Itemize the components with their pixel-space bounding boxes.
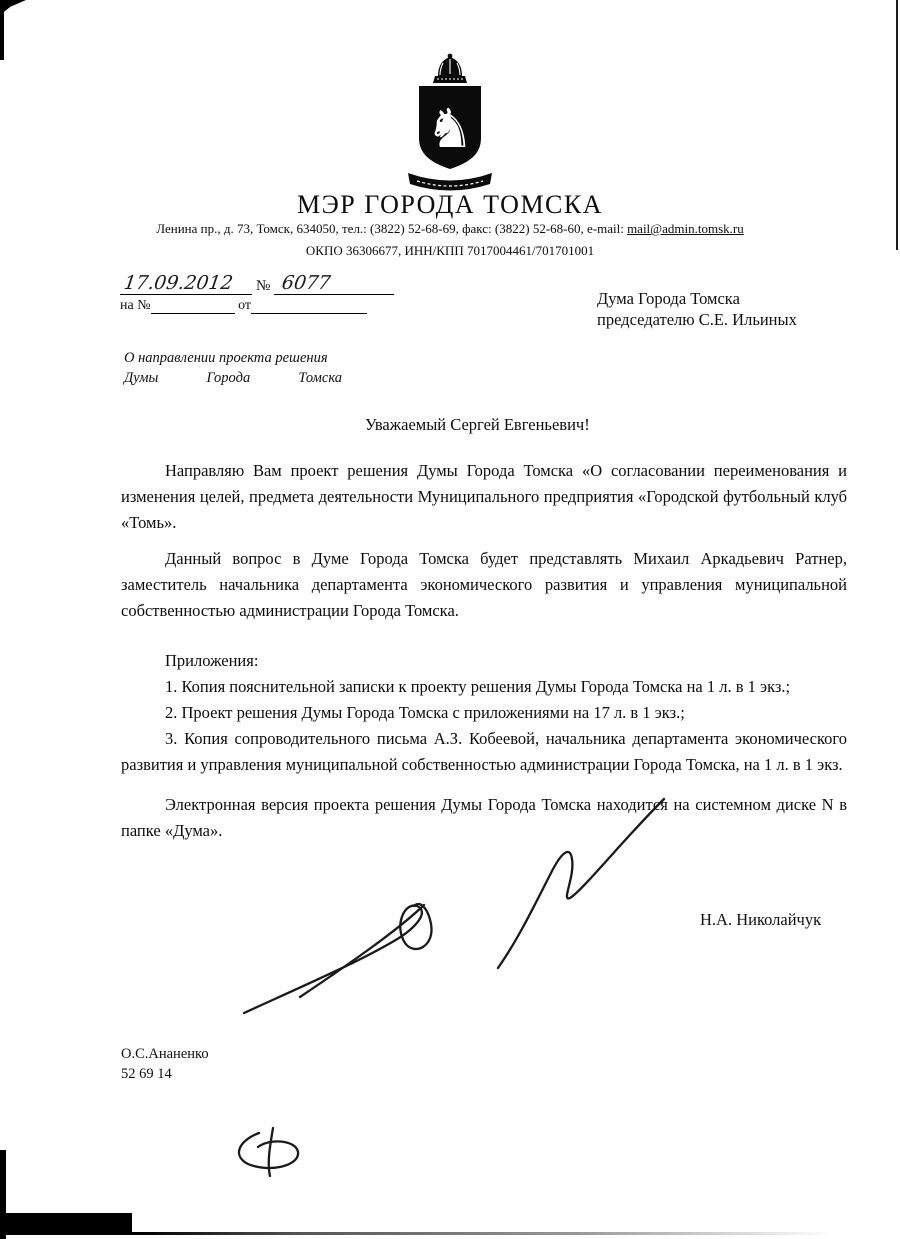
bottom-signature-stroke	[239, 1128, 298, 1176]
motto-ribbon-icon	[408, 173, 492, 191]
tomsk-coat-of-arms	[402, 52, 498, 192]
executor-phone: 52 69 14	[121, 1066, 172, 1082]
ref-number-sign: №	[256, 278, 271, 294]
scan-artifact-bottom-line	[0, 1232, 830, 1235]
address-text: Ленина пр., д. 73, Томск, 634050, тел.: (3822) 52-68-69, факс: (3822) 52-68-60, e-mail:	[156, 221, 628, 236]
letter-body	[121, 412, 847, 844]
paragraph-2: Данный вопрос в Думе Города Томска будет представлять Михаил Аркадьевич Ратнер, заместитель начальника департамента экономического развития и управления муниципальной собственностью администрации Города Томска.	[121, 549, 847, 620]
subject-line-2: Думы Города Томска	[124, 370, 342, 386]
attachment-item-2: 2. Проект решения Думы Города Томска с приложениями на 17 л. в 1 экз.;	[165, 703, 685, 722]
ref-na-label: на №	[120, 298, 151, 313]
salutation: Уважаемый Сергей Евгеньевич!	[365, 415, 590, 434]
executor-block	[121, 1044, 209, 1084]
ref-ot-underline	[251, 298, 367, 314]
electronic-copy-paragraph: Электронная версия проекта решения Думы Города Томска находится на системном диске N в папке «Дума».	[121, 795, 847, 840]
ref-ot-label: от	[238, 298, 252, 313]
scan-artifact-bottom-bar	[0, 1213, 132, 1234]
subject-line-1: О направлении проекта решения	[124, 350, 328, 366]
recipient-line-1: Дума Города Томска	[597, 289, 740, 308]
recipient-line-2: председателю С.Е. Ильиных	[597, 310, 797, 329]
coat-of-arms-graphic	[402, 52, 498, 192]
ref-na-underline	[151, 298, 235, 314]
org-name: МЭР ГОРОДА ТОМСКА	[296, 190, 604, 219]
okpo-line: ОКПО 36306677, ИНН/КПП 7017004461/701701001	[305, 243, 595, 258]
contact-line	[0, 221, 900, 237]
crown-icon	[433, 54, 467, 83]
shield-icon	[419, 86, 481, 169]
recipient-block	[597, 288, 797, 330]
ref-number-handwritten: 6077	[280, 272, 333, 294]
subject-block	[124, 348, 342, 388]
reference-row-na-ot	[120, 298, 410, 314]
executor-name: О.С.Ананенко	[121, 1046, 209, 1062]
reference-row-date-number	[120, 272, 410, 295]
ref-date-handwritten: 17.09.2012	[122, 272, 235, 294]
mayor-signature-stroke-1	[244, 904, 432, 1013]
paragraph-1: Направляю Вам проект решения Думы Города Томска «О согласовании переименования и изменения целей, предмета деятельности Муниципального предприятия «Городской футбольный клуб «Томь».	[121, 461, 847, 532]
scan-artifact-left-edge	[0, 0, 4, 60]
attachment-item-1: 1. Копия пояснительной записки к проекту решения Думы Города Томска на 1 л. в 1 экз.;	[165, 677, 791, 696]
horse-icon: ♞	[425, 97, 475, 160]
mayor-signature-stroke-2	[300, 905, 424, 997]
attachment-item-3: 3. Копия сопроводительного письма А.З. Кобеевой, начальника департамента экономического развития и управления муниципальной собственностью администрации Города Томска, на 1 л. в 1 экз.	[121, 729, 847, 774]
email-link[interactable]: mail@admin.tomsk.ru	[627, 221, 744, 236]
attachments-title: Приложения:	[165, 651, 259, 670]
reference-block	[120, 272, 410, 314]
signatory-name: Н.А. Николайчук	[700, 910, 822, 929]
